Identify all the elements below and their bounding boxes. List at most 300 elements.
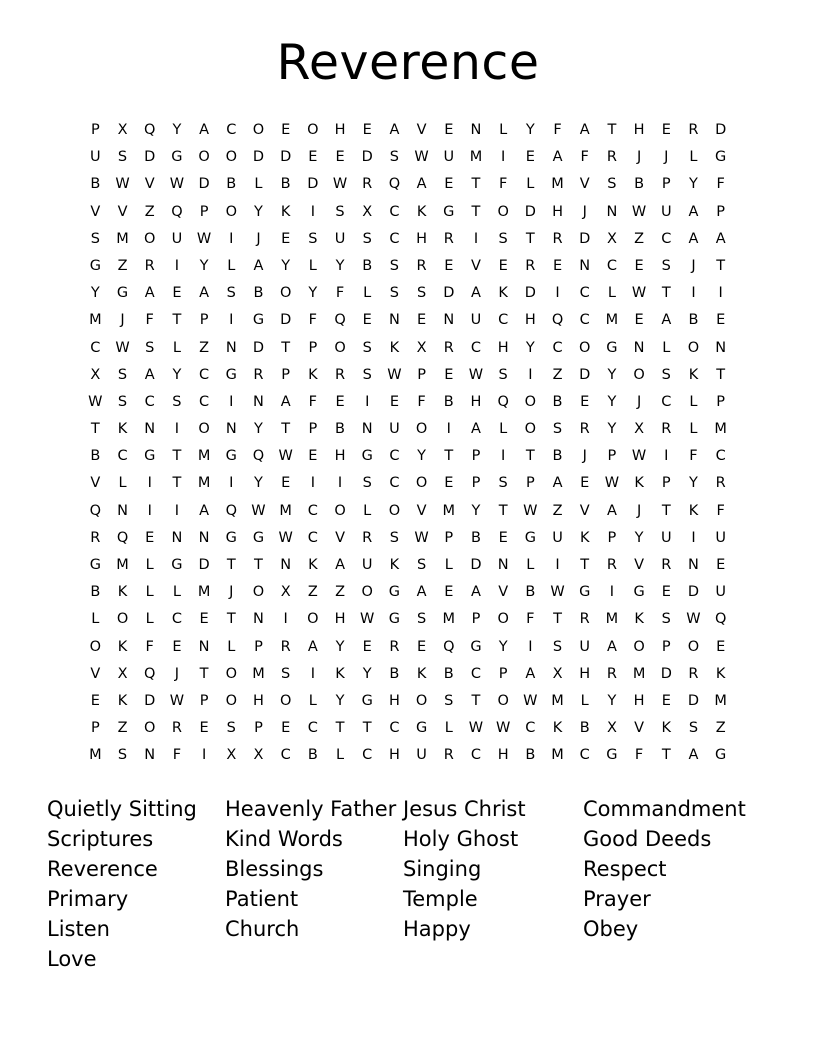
grid-cell[interactable]: S	[362, 475, 372, 492]
grid-cell[interactable]: A	[253, 257, 264, 274]
grid-cell[interactable]: O	[579, 339, 591, 356]
grid-cell[interactable]: R	[525, 257, 536, 274]
grid-cell[interactable]: U	[90, 149, 101, 166]
grid-cell[interactable]: L	[91, 611, 100, 628]
grid-cell[interactable]: C	[470, 665, 482, 682]
grid-cell[interactable]: A	[335, 557, 345, 573]
grid-cell[interactable]: B	[470, 529, 481, 546]
grid-cell[interactable]: E	[417, 638, 427, 655]
grid-cell[interactable]: K	[688, 366, 699, 383]
grid-cell[interactable]: H	[388, 692, 400, 709]
grid-cell[interactable]: E	[281, 122, 291, 138]
grid-cell[interactable]: Q	[334, 312, 346, 329]
grid-cell[interactable]: E	[580, 393, 590, 410]
grid-cell[interactable]: S	[661, 366, 671, 383]
grid-cell[interactable]: B	[552, 448, 563, 465]
grid-cell[interactable]: T	[226, 611, 236, 628]
grid-cell[interactable]: J	[229, 584, 234, 601]
word-list-item[interactable]: Commandment	[583, 796, 746, 821]
grid-cell[interactable]: M	[89, 312, 102, 329]
grid-cell[interactable]: E	[634, 312, 644, 329]
grid-cell[interactable]: L	[145, 584, 154, 601]
grid-cell[interactable]: P	[471, 611, 481, 628]
word-list-item[interactable]: Blessings	[225, 856, 324, 881]
grid-cell[interactable]: A	[606, 638, 617, 655]
grid-cell[interactable]: R	[362, 176, 373, 193]
grid-cell[interactable]: B	[634, 176, 645, 193]
grid-cell[interactable]: P	[254, 638, 263, 655]
grid-cell[interactable]: U	[470, 312, 482, 329]
grid-cell[interactable]: V	[579, 176, 590, 193]
grid-cell[interactable]: R	[443, 339, 454, 356]
grid-cell[interactable]: C	[117, 448, 128, 465]
word-list-item[interactable]: Reverence	[47, 856, 158, 881]
grid-cell[interactable]: I	[229, 393, 234, 410]
grid-cell[interactable]: I	[555, 557, 560, 573]
grid-cell[interactable]: D	[715, 122, 727, 138]
grid-cell[interactable]: B	[90, 584, 101, 601]
grid-cell[interactable]: Z	[307, 584, 318, 601]
grid-cell[interactable]: C	[661, 393, 672, 410]
grid-cell[interactable]: L	[689, 421, 698, 438]
grid-cell[interactable]: T	[444, 448, 454, 465]
grid-cell[interactable]: W	[495, 720, 511, 737]
grid-cell[interactable]: B	[90, 448, 101, 465]
grid-cell[interactable]: L	[335, 747, 345, 764]
grid-cell[interactable]: L	[580, 692, 589, 709]
grid-cell[interactable]: Z	[715, 720, 726, 737]
grid-cell[interactable]: K	[117, 584, 128, 601]
grid-cell[interactable]: K	[579, 529, 590, 546]
grid-cell[interactable]: E	[308, 149, 318, 166]
grid-cell[interactable]: D	[687, 692, 700, 709]
word-list-item[interactable]: Jesus Christ	[403, 796, 526, 821]
grid-cell[interactable]: I	[501, 149, 506, 166]
grid-cell[interactable]: M	[252, 665, 265, 682]
grid-cell[interactable]: G	[144, 448, 156, 465]
grid-cell[interactable]: K	[389, 339, 400, 356]
grid-cell[interactable]: Y	[254, 203, 263, 220]
grid-cell[interactable]: S	[90, 230, 100, 247]
grid-cell[interactable]: W	[414, 149, 429, 166]
grid-cell[interactable]: I	[718, 285, 723, 302]
grid-cell[interactable]: O	[307, 122, 319, 138]
grid-cell[interactable]: O	[415, 692, 428, 709]
grid-cell[interactable]: G	[388, 611, 401, 628]
grid-cell[interactable]: A	[552, 475, 563, 492]
grid-cell[interactable]: T	[335, 720, 345, 737]
grid-cell[interactable]: E	[444, 122, 454, 138]
grid-cell[interactable]: R	[661, 421, 672, 438]
grid-cell[interactable]: X	[90, 366, 101, 383]
grid-cell[interactable]: V	[416, 122, 427, 138]
grid-cell[interactable]: L	[172, 584, 181, 601]
grid-cell[interactable]: G	[171, 149, 183, 166]
grid-cell[interactable]: N	[606, 203, 618, 220]
grid-cell[interactable]: D	[307, 176, 319, 193]
grid-cell[interactable]: P	[661, 475, 671, 492]
grid-cell[interactable]: P	[417, 366, 426, 383]
grid-cell[interactable]: V	[498, 584, 509, 601]
grid-cell[interactable]: D	[252, 339, 265, 356]
grid-cell[interactable]: P	[471, 475, 481, 492]
grid-cell[interactable]: Y	[308, 285, 318, 302]
grid-cell[interactable]: W	[360, 611, 375, 628]
grid-cell[interactable]: G	[89, 557, 101, 573]
grid-cell[interactable]: O	[225, 149, 237, 166]
grid-cell[interactable]: Z	[335, 584, 345, 601]
grid-cell[interactable]: V	[144, 176, 155, 193]
grid-cell[interactable]: E	[308, 448, 318, 465]
grid-cell[interactable]: P	[281, 366, 291, 383]
grid-cell[interactable]: E	[335, 149, 345, 166]
grid-cell[interactable]: Q	[714, 611, 727, 628]
word-list-item[interactable]: Heavenly Father	[225, 796, 397, 821]
grid-cell[interactable]: C	[389, 203, 400, 220]
grid-cell[interactable]: H	[416, 230, 428, 247]
grid-cell[interactable]: R	[579, 611, 590, 628]
grid-cell[interactable]: M	[551, 692, 564, 709]
grid-cell[interactable]: E	[362, 122, 372, 138]
grid-cell[interactable]: Z	[117, 720, 128, 737]
grid-cell[interactable]: Y	[417, 448, 427, 465]
grid-cell[interactable]: C	[199, 393, 210, 410]
grid-cell[interactable]: N	[497, 557, 509, 573]
grid-cell[interactable]: C	[715, 448, 726, 465]
grid-cell[interactable]: Q	[89, 502, 102, 519]
grid-cell[interactable]: S	[498, 475, 508, 492]
grid-cell[interactable]: T	[172, 475, 182, 492]
word-list-item[interactable]: Quietly Sitting	[47, 796, 197, 821]
grid-cell[interactable]: J	[582, 448, 587, 465]
grid-cell[interactable]: M	[116, 557, 129, 573]
grid-cell[interactable]: L	[172, 339, 181, 356]
grid-cell[interactable]: K	[280, 203, 291, 220]
grid-cell[interactable]: A	[606, 502, 617, 519]
grid-cell[interactable]: P	[661, 638, 671, 655]
grid-cell[interactable]: U	[171, 230, 183, 247]
grid-cell[interactable]: K	[416, 203, 427, 220]
puzzle-grid[interactable]	[82, 117, 735, 770]
grid-cell[interactable]: R	[253, 366, 264, 383]
grid-cell[interactable]: Y	[525, 339, 535, 356]
grid-cell[interactable]: U	[552, 529, 563, 546]
grid-cell[interactable]: V	[90, 475, 101, 492]
grid-cell[interactable]: Y	[607, 393, 617, 410]
grid-cell[interactable]: P	[308, 339, 318, 356]
grid-cell[interactable]: Q	[497, 393, 509, 410]
grid-cell[interactable]: L	[254, 176, 263, 193]
grid-cell[interactable]: E	[716, 312, 726, 329]
grid-cell[interactable]: C	[307, 502, 318, 519]
grid-cell[interactable]: N	[198, 529, 210, 546]
grid-cell[interactable]: O	[497, 692, 509, 709]
grid-cell[interactable]: Y	[172, 122, 182, 138]
grid-cell[interactable]: T	[607, 122, 617, 138]
grid-cell[interactable]: O	[334, 339, 346, 356]
grid-cell[interactable]: M	[605, 312, 619, 329]
grid-cell[interactable]: I	[337, 475, 343, 492]
grid-cell[interactable]: I	[174, 257, 180, 274]
grid-cell[interactable]: D	[198, 176, 210, 193]
word-list-item[interactable]: Holy Ghost	[403, 826, 519, 851]
grid-cell[interactable]: T	[498, 502, 508, 519]
grid-cell[interactable]: J	[120, 312, 125, 329]
grid-cell[interactable]: Y	[335, 257, 345, 274]
grid-cell[interactable]: K	[308, 557, 318, 573]
grid-cell[interactable]: X	[280, 584, 291, 601]
grid-cell[interactable]: B	[552, 393, 563, 410]
grid-cell[interactable]: X	[117, 122, 128, 138]
grid-cell[interactable]: D	[144, 692, 156, 709]
grid-cell[interactable]: L	[145, 557, 154, 573]
grid-cell[interactable]: I	[229, 230, 234, 247]
grid-cell[interactable]: I	[664, 448, 669, 465]
grid-cell[interactable]: I	[528, 638, 533, 655]
grid-cell[interactable]: H	[633, 122, 645, 138]
grid-cell[interactable]: G	[415, 720, 428, 737]
grid-cell[interactable]: D	[252, 149, 265, 166]
grid-cell[interactable]: U	[416, 747, 427, 764]
grid-cell[interactable]: U	[389, 421, 400, 438]
grid-cell[interactable]: C	[579, 747, 590, 764]
grid-cell[interactable]: P	[661, 176, 671, 193]
grid-cell[interactable]: I	[691, 529, 696, 546]
grid-cell[interactable]: T	[362, 720, 372, 737]
grid-cell[interactable]: H	[497, 747, 509, 764]
grid-cell[interactable]: E	[661, 692, 671, 709]
grid-cell[interactable]: I	[609, 584, 615, 601]
grid-cell[interactable]: R	[606, 665, 617, 682]
grid-cell[interactable]: P	[525, 475, 535, 492]
grid-cell[interactable]: T	[525, 230, 535, 247]
grid-cell[interactable]: S	[607, 176, 617, 193]
grid-cell[interactable]: C	[661, 230, 672, 247]
grid-cell[interactable]: A	[715, 230, 726, 247]
grid-cell[interactable]: Y	[607, 421, 617, 438]
grid-cell[interactable]: W	[278, 448, 293, 465]
word-list-item[interactable]: Respect	[583, 856, 667, 881]
grid-cell[interactable]: S	[389, 529, 400, 546]
word-list-item[interactable]: Church	[225, 916, 300, 941]
grid-cell[interactable]: S	[416, 611, 427, 628]
grid-cell[interactable]: S	[145, 339, 155, 356]
grid-cell[interactable]: E	[634, 257, 644, 274]
grid-cell[interactable]: E	[716, 557, 726, 573]
grid-cell[interactable]: T	[199, 665, 209, 682]
grid-cell[interactable]: T	[580, 557, 590, 573]
grid-cell[interactable]: Y	[689, 475, 698, 492]
grid-cell[interactable]: B	[389, 665, 400, 682]
grid-cell[interactable]: Q	[171, 203, 183, 220]
word-list-item[interactable]: Kind Words	[225, 826, 343, 851]
grid-cell[interactable]: I	[201, 747, 207, 764]
grid-cell[interactable]: X	[117, 665, 128, 682]
grid-cell[interactable]: D	[524, 203, 536, 220]
grid-cell[interactable]: S	[498, 230, 508, 247]
grid-cell[interactable]: W	[332, 176, 348, 193]
grid-cell[interactable]: C	[199, 366, 210, 383]
grid-cell[interactable]: E	[281, 475, 291, 492]
grid-cell[interactable]: R	[416, 257, 427, 274]
grid-cell[interactable]: N	[579, 257, 591, 274]
grid-cell[interactable]: K	[389, 557, 400, 573]
grid-cell[interactable]: G	[252, 312, 265, 329]
grid-cell[interactable]: C	[525, 720, 536, 737]
grid-cell[interactable]: S	[308, 230, 318, 247]
grid-cell[interactable]: C	[606, 257, 617, 274]
grid-cell[interactable]: I	[555, 285, 560, 302]
grid-cell[interactable]: A	[579, 122, 590, 138]
grid-cell[interactable]: P	[444, 529, 454, 546]
grid-cell[interactable]: W	[115, 176, 130, 193]
grid-cell[interactable]: M	[197, 475, 211, 492]
grid-cell[interactable]: I	[174, 421, 180, 438]
grid-cell[interactable]: C	[389, 230, 400, 247]
word-list-item[interactable]: Primary	[47, 886, 129, 911]
grid-cell[interactable]: D	[660, 665, 672, 682]
grid-cell[interactable]: L	[662, 339, 671, 356]
grid-cell[interactable]: R	[552, 230, 563, 247]
grid-cell[interactable]: G	[715, 747, 727, 764]
grid-cell[interactable]: N	[388, 312, 400, 329]
grid-cell[interactable]: E	[362, 312, 372, 329]
grid-cell[interactable]: I	[283, 611, 288, 628]
grid-cell[interactable]: C	[171, 611, 182, 628]
grid-cell[interactable]: U	[660, 529, 672, 546]
grid-cell[interactable]: A	[199, 502, 210, 519]
grid-cell[interactable]: A	[471, 421, 481, 438]
grid-cell[interactable]: L	[145, 611, 154, 628]
grid-cell[interactable]: G	[579, 584, 591, 601]
grid-cell[interactable]: C	[90, 339, 101, 356]
grid-cell[interactable]: F	[417, 393, 426, 410]
grid-cell[interactable]: N	[225, 421, 237, 438]
grid-cell[interactable]: E	[552, 257, 563, 274]
grid-cell[interactable]: W	[88, 393, 103, 410]
grid-cell[interactable]: T	[661, 502, 671, 519]
grid-cell[interactable]: L	[227, 257, 236, 274]
grid-cell[interactable]: R	[715, 475, 726, 492]
grid-cell[interactable]: X	[362, 203, 373, 220]
grid-cell[interactable]: G	[252, 529, 265, 546]
grid-cell[interactable]: E	[444, 176, 454, 193]
grid-cell[interactable]: Q	[144, 665, 156, 682]
grid-cell[interactable]: W	[251, 502, 266, 519]
grid-cell[interactable]: W	[278, 529, 293, 546]
grid-cell[interactable]: G	[361, 692, 373, 709]
grid-cell[interactable]: O	[415, 421, 428, 438]
grid-cell[interactable]: I	[501, 448, 506, 465]
grid-cell[interactable]: G	[470, 638, 482, 655]
grid-cell[interactable]: U	[715, 529, 726, 546]
grid-cell[interactable]: H	[334, 122, 346, 138]
grid-cell[interactable]: V	[416, 502, 427, 519]
grid-cell[interactable]: L	[499, 122, 508, 138]
grid-cell[interactable]: S	[172, 393, 182, 410]
grid-cell[interactable]: P	[90, 122, 100, 138]
grid-cell[interactable]: E	[281, 230, 291, 247]
grid-cell[interactable]: L	[118, 475, 127, 492]
grid-cell[interactable]: T	[471, 176, 481, 193]
grid-cell[interactable]: G	[171, 557, 183, 573]
grid-cell[interactable]: F	[498, 176, 508, 193]
grid-cell[interactable]: Y	[634, 529, 644, 546]
grid-cell[interactable]: S	[661, 611, 671, 628]
grid-cell[interactable]: S	[661, 257, 671, 274]
grid-cell[interactable]: S	[416, 557, 427, 573]
grid-cell[interactable]: V	[335, 529, 345, 546]
grid-cell[interactable]: N	[144, 747, 156, 764]
grid-cell[interactable]: X	[634, 421, 645, 438]
grid-cell[interactable]: Q	[388, 176, 401, 193]
grid-cell[interactable]: B	[90, 176, 101, 193]
grid-cell[interactable]: M	[89, 747, 102, 764]
grid-cell[interactable]: W	[550, 584, 565, 601]
grid-cell[interactable]: R	[362, 529, 373, 546]
grid-cell[interactable]: N	[470, 122, 482, 138]
grid-cell[interactable]: U	[443, 149, 455, 166]
grid-cell[interactable]: Y	[607, 692, 617, 709]
grid-cell[interactable]: O	[116, 611, 129, 628]
grid-cell[interactable]: E	[90, 692, 100, 709]
grid-cell[interactable]: T	[226, 557, 236, 573]
grid-cell[interactable]: Y	[335, 692, 345, 709]
word-list-item[interactable]: Scriptures	[47, 826, 154, 851]
grid-cell[interactable]: Q	[252, 448, 265, 465]
grid-cell[interactable]: F	[716, 176, 725, 193]
grid-cell[interactable]: T	[172, 312, 182, 329]
word-list-item[interactable]: Love	[47, 946, 97, 971]
grid-cell[interactable]: M	[714, 421, 727, 438]
grid-cell[interactable]: M	[551, 176, 564, 193]
grid-cell[interactable]: R	[443, 230, 454, 247]
grid-cell[interactable]: W	[631, 285, 647, 302]
grid-cell[interactable]: B	[443, 665, 454, 682]
grid-cell[interactable]: E	[335, 393, 345, 410]
grid-cell[interactable]: A	[389, 122, 400, 138]
grid-cell[interactable]: T	[172, 448, 182, 465]
grid-cell[interactable]: W	[604, 475, 620, 492]
grid-cell[interactable]: F	[580, 149, 589, 166]
grid-cell[interactable]: W	[387, 366, 402, 383]
grid-cell[interactable]: S	[335, 203, 345, 220]
grid-cell[interactable]: Y	[172, 366, 182, 383]
grid-cell[interactable]: Z	[552, 366, 563, 383]
grid-cell[interactable]: S	[362, 230, 372, 247]
grid-cell[interactable]: O	[279, 692, 292, 709]
grid-cell[interactable]: F	[634, 747, 644, 764]
grid-cell[interactable]: O	[144, 230, 156, 247]
grid-cell[interactable]: S	[362, 366, 372, 383]
word-list-item[interactable]: Good Deeds	[583, 826, 712, 851]
grid-cell[interactable]: Y	[471, 502, 481, 519]
grid-cell[interactable]: G	[633, 584, 645, 601]
grid-cell[interactable]: M	[279, 502, 292, 519]
grid-cell[interactable]: S	[226, 720, 236, 737]
grid-cell[interactable]: B	[443, 393, 454, 410]
grid-cell[interactable]: I	[229, 475, 234, 492]
grid-cell[interactable]: A	[661, 312, 672, 329]
grid-cell[interactable]: P	[716, 203, 726, 220]
grid-cell[interactable]: C	[280, 747, 291, 764]
grid-cell[interactable]: E	[172, 638, 182, 655]
grid-cell[interactable]: E	[580, 475, 590, 492]
grid-cell[interactable]: S	[117, 393, 128, 410]
grid-cell[interactable]: K	[308, 366, 318, 383]
grid-cell[interactable]: O	[252, 584, 265, 601]
grid-cell[interactable]: J	[582, 203, 587, 220]
